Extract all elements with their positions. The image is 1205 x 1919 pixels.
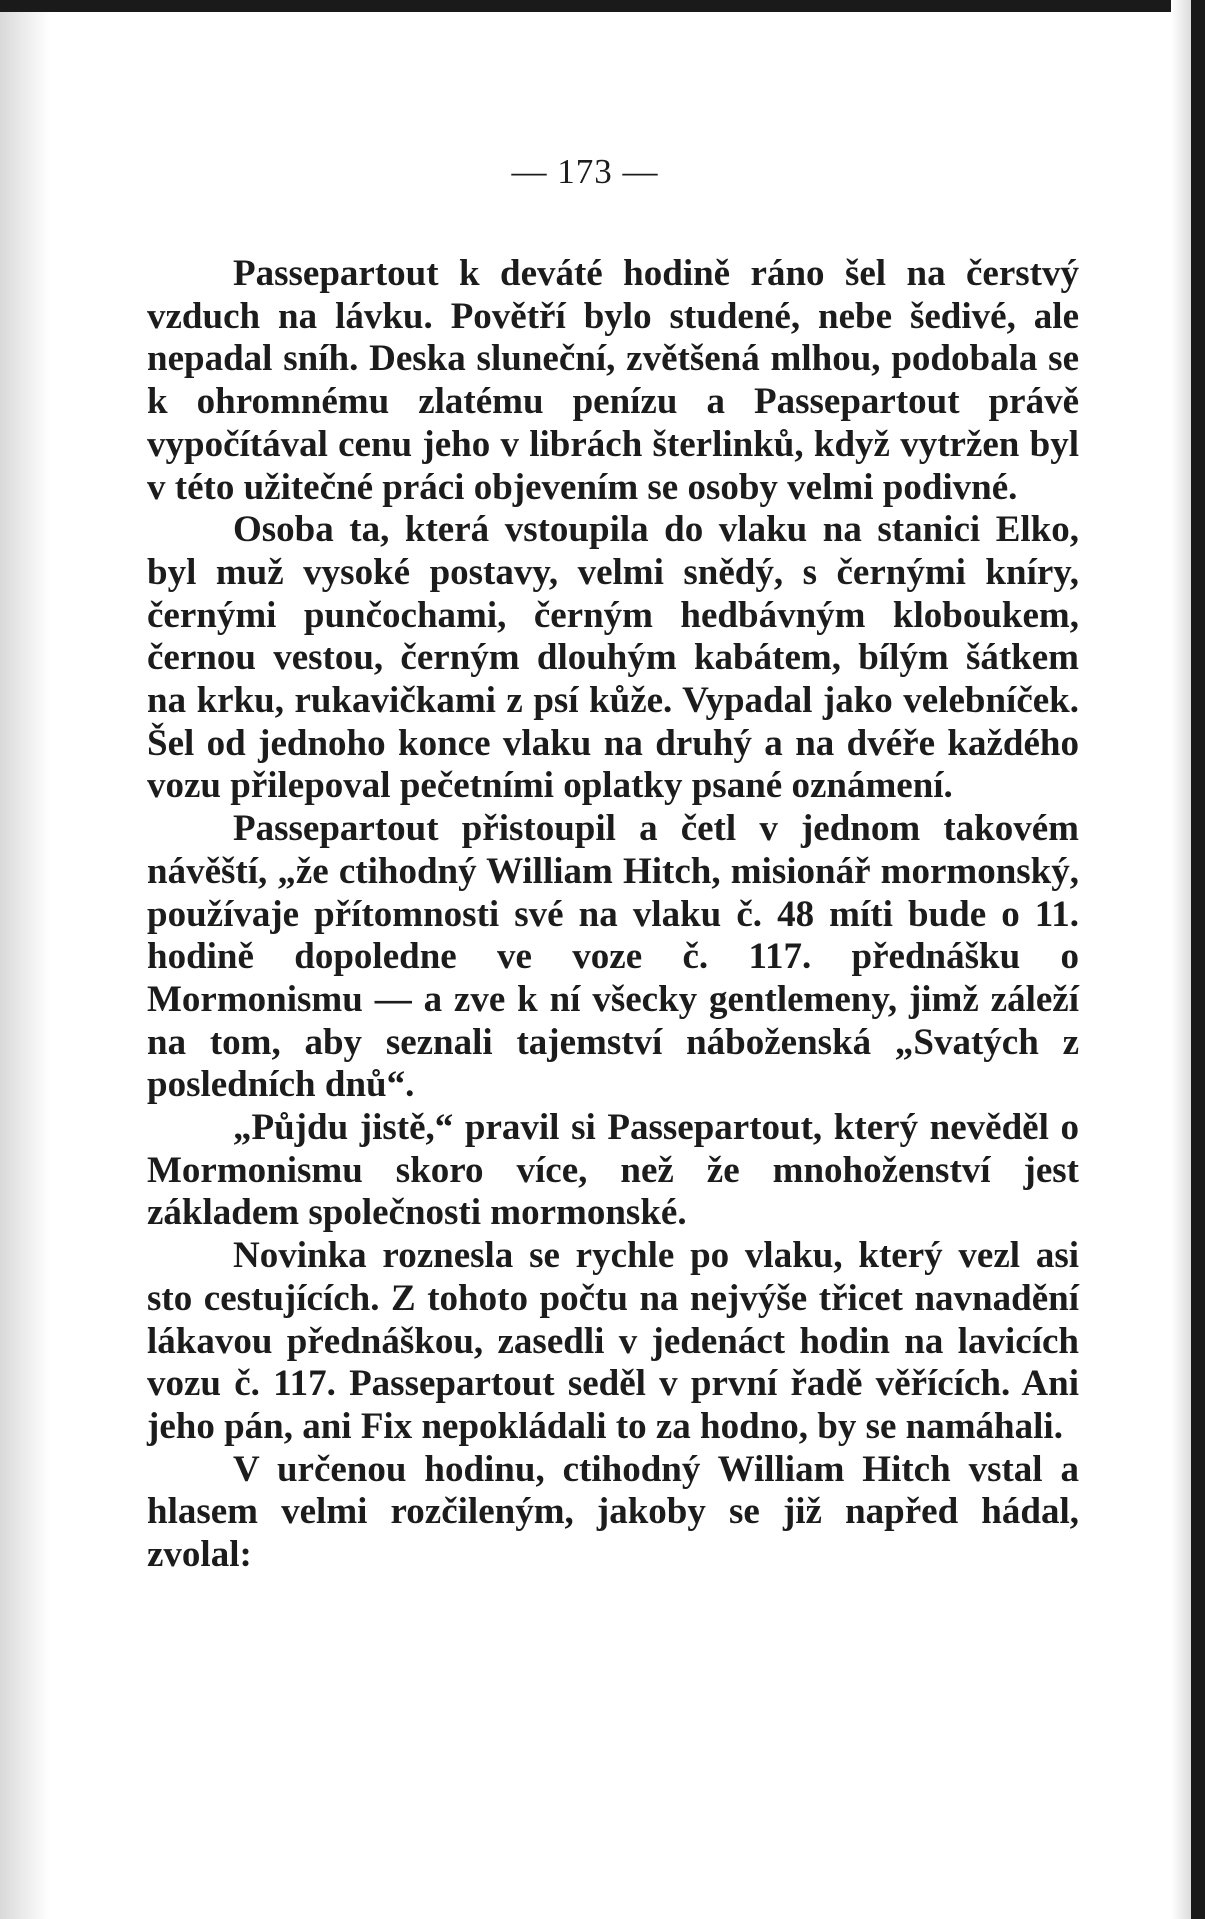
paragraph-6: V určenou hodinu, ctihodný William Hitch vstal a hlasem velmi rozčileným, jakoby se již napřed hádal, zvolal: (147, 1448, 1079, 1576)
paragraph-5: Novinka roznesla se rychle po vlaku, který vezl asi sto cestujících. Z tohoto počtu na nejvýše třicet navnadění lákavou přednáškou, zasedli v jedenáct hodin na lavicích vozu č. 117. Passepartout seděl v první řadě věřících. Ani jeho pán, ani Fix nepokládali to za hodno, by se namáhali. (147, 1235, 1079, 1447)
paragraph-2: Osoba ta, která vstoupila do vlaku na stanici Elko, byl muž vysoké postavy, velmi snědý, s černými kníry, černými punčochami, černým hedbávným kloboukem, černou vestou, černým dlouhým kabátem, bílým šátkem na krku, rukavičkami z psí kůže. Vypadal jako velebníček. Šel od jednoho konce vlaku na druhý a na dvéře každého vozu přilepoval pečetními oplatky psané oznámení. (147, 509, 1079, 807)
paragraph-4: „Půjdu jistě,“ pravil si Passepartout, který nevěděl o Mormonismu skoro více, než že mnohoženství jest základem společnosti mormonské. (147, 1107, 1079, 1234)
scan-left-edge (0, 0, 50, 1919)
scan-right-border (1191, 0, 1205, 1919)
page-number: — 173 — (511, 152, 659, 191)
paragraph-1: Passepartout k deváté hodině ráno šel na čerstvý vzduch na lávku. Povětří bylo studené, nebe šedivé, ale nepadal sníh. Deska sluneční, zvětšená mlhou, podobala se k ohromnému zlatému penízu a Passepartout právě vypočítával cenu jeho v librách šterlinků, když vytržen byl v této užitečné práci objevením se osoby velmi podivné. (147, 253, 1079, 508)
scan-top-border (0, 0, 1205, 12)
scan-right-shadow (1171, 0, 1191, 1919)
paragraph-3: Passepartout přistoupil a četl v jednom takovém návěští, „že ctihodný William Hitch, misionář mormonský, používaje přítomnosti své na vlaku č. 48 míti bude o 11. hodině dopoledne ve voze č. 117. přednášku o Mormonismu — a zve k ní všecky gentlemeny, jimž záleží na tom, aby seznali tajemství náboženská „Svatých z posledních dnů“. (147, 808, 1079, 1106)
body-text (147, 253, 1079, 1577)
